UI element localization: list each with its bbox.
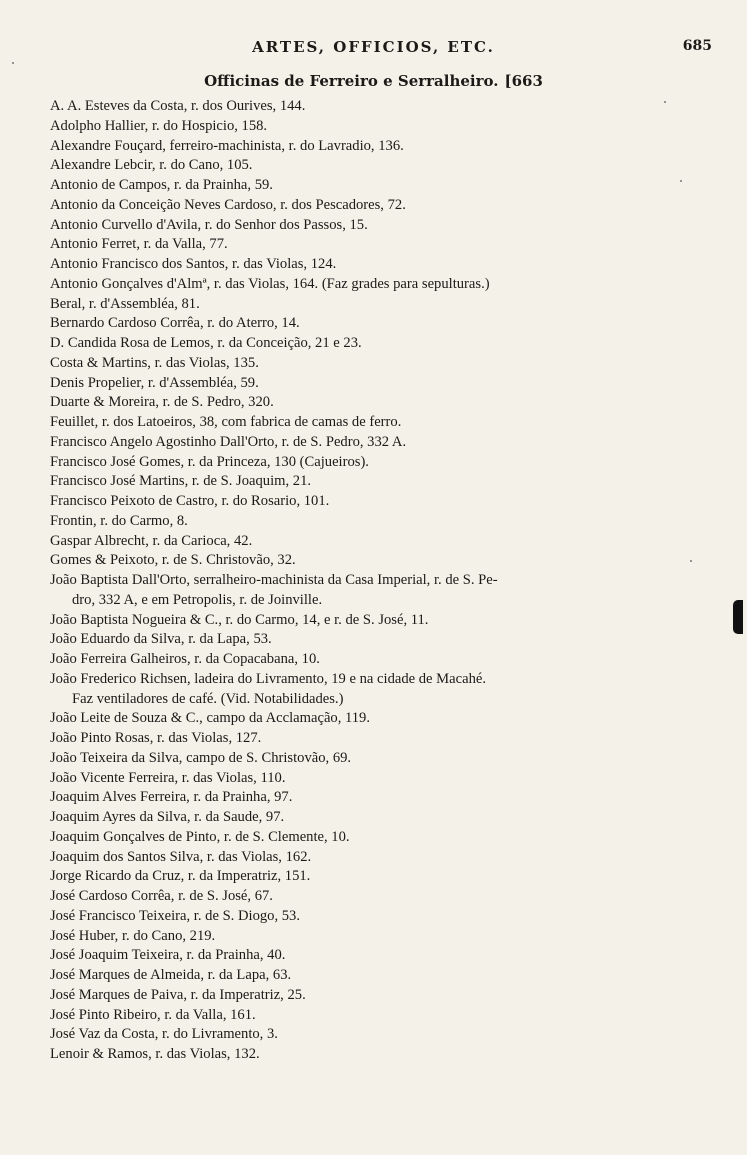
directory-entry	[50, 156, 690, 176]
entry-text: Denis Propelier, r. d'Assembléa, 59.	[50, 374, 259, 391]
directory-entry	[50, 275, 690, 295]
entry-text: Antonio Ferret, r. da Valla, 77.	[50, 236, 228, 253]
directory-entry	[50, 907, 690, 927]
directory-entry	[50, 670, 690, 710]
entry-text: José Huber, r. do Cano, 219.	[50, 927, 216, 944]
directory-entry	[50, 413, 690, 433]
directory-entry	[50, 255, 690, 275]
entry-text: João Eduardo da Silva, r. da Lapa, 53.	[50, 631, 272, 648]
entry-text: Francisco José Martins, r. de S. Joaquim, 21.	[50, 473, 312, 490]
entry-text: Alexandre Fouçard, ferreiro-machinista, r. do Lavradio, 136.	[50, 137, 404, 154]
entry-text: Frontin, r. do Carmo, 8.	[50, 512, 188, 529]
entry-text: José Joaquim Teixeira, r. da Prainha, 40.	[50, 947, 286, 964]
entry-text: José Marques de Almeida, r. da Lapa, 63.	[50, 967, 292, 983]
directory-entry	[50, 453, 690, 473]
directory-entry	[50, 729, 690, 749]
section-title-line	[0, 72, 747, 90]
ink-speck	[690, 560, 692, 562]
entry-text: Francisco Peixoto de Castro, r. do Rosario, 101.	[50, 493, 330, 509]
directory-entry	[50, 97, 690, 117]
entry-text: Adolpho Hallier, r. do Hospicio, 158.	[50, 117, 268, 134]
entry-text: José Marques de Paiva, r. da Imperatriz, 25.	[50, 986, 306, 1003]
directory-entry	[50, 788, 690, 808]
ink-speck	[12, 62, 14, 64]
directory-entry	[50, 176, 690, 196]
directory-entry	[50, 532, 690, 552]
entry-text: A. A. Esteves da Costa, r. dos Ourives, 144.	[50, 98, 306, 114]
directory-entry	[50, 848, 690, 868]
entry-text: Costa & Martins, r. das Violas, 135.	[50, 354, 259, 371]
entry-text: João Pinto Rosas, r. das Violas, 127.	[50, 730, 262, 746]
entry-text: João Teixeira da Silva, campo de S. Christovão, 69.	[50, 749, 352, 766]
entry-continuation: dro, 332 A, e em Petropolis, r. de Joinville.	[72, 591, 323, 608]
entry-text: Feuillet, r. dos Latoeiros, 38, com fabrica de camas de ferro.	[50, 414, 402, 430]
entry-text: Joaquim dos Santos Silva, r. das Violas, 162.	[50, 848, 312, 865]
entry-text: Francisco José Gomes, r. da Princeza, 130 (Cajueiros).	[50, 453, 369, 470]
entry-continuation: Faz ventiladores de café. (Vid. Notabilidades.)	[72, 690, 344, 707]
directory-entry	[50, 709, 690, 729]
entry-text: Gomes & Peixoto, r. de S. Christovão, 32.	[50, 552, 296, 569]
entry-text: Lenoir & Ramos, r. das Violas, 132.	[50, 1046, 260, 1062]
directory-entry	[50, 334, 690, 354]
directory-entry	[50, 1045, 690, 1065]
directory-entry	[50, 769, 690, 789]
directory-entry	[50, 117, 690, 137]
directory-entry	[50, 808, 690, 828]
entry-text: Gaspar Albrecht, r. da Carioca, 42.	[50, 532, 253, 549]
directory-entry	[50, 235, 690, 255]
directory-entry	[50, 749, 690, 769]
entry-text: João Baptista Dall'Orto, serralheiro-machinista da Casa Imperial, r. de S. Pe-	[50, 572, 498, 588]
directory-entry	[50, 393, 690, 413]
directory-entry	[50, 1006, 690, 1026]
entry-text: João Vicente Ferreira, r. das Violas, 110.	[50, 769, 286, 786]
directory-entry	[50, 354, 690, 374]
directory-entry	[50, 1025, 690, 1045]
directory-entry	[50, 630, 690, 650]
directory-entry	[50, 571, 690, 611]
entry-text: José Francisco Teixeira, r. de S. Diogo, 53.	[50, 907, 301, 924]
directory-entry	[50, 650, 690, 670]
entry-text: Joaquim Ayres da Silva, r. da Saude, 97.	[50, 809, 285, 825]
entry-text: Bernardo Cardoso Corrêa, r. do Aterro, 14.	[50, 315, 300, 332]
directory-entry	[50, 295, 690, 315]
directory-entry	[50, 196, 690, 216]
entry-text: Joaquim Gonçalves de Pinto, r. de S. Clemente, 10.	[50, 828, 350, 845]
entry-text: Antonio de Campos, r. da Prainha, 59.	[50, 177, 273, 193]
entry-text: Joaquim Alves Ferreira, r. da Prainha, 97.	[50, 789, 293, 806]
entry-text: Francisco Angelo Agostinho Dall'Orto, r. de S. Pedro, 332 A.	[50, 433, 407, 450]
entry-text: Beral, r. d'Assembléa, 81.	[50, 295, 200, 312]
directory-entry	[50, 611, 690, 631]
directory-entry	[50, 492, 690, 512]
section-title: Officinas de Ferreiro e Serralheiro.	[204, 72, 499, 90]
directory-entry	[50, 966, 690, 986]
entry-text: D. Candida Rosa de Lemos, r. da Conceição, 21 e 23.	[50, 335, 362, 351]
directory-entry	[50, 828, 690, 848]
entry-text: Antonio Francisco dos Santos, r. das Violas, 124.	[50, 256, 337, 272]
entry-text: Jorge Ricardo da Cruz, r. da Imperatriz, 151.	[50, 868, 311, 885]
directory-entry	[50, 137, 690, 157]
directory-entry	[50, 946, 690, 966]
directory-entry	[50, 512, 690, 532]
entry-text: João Ferreira Galheiros, r. da Copacabana, 10.	[50, 651, 320, 667]
page-number: 685	[682, 38, 712, 54]
entry-text: João Leite de Souza & C., campo da Acclamação, 119.	[50, 710, 371, 727]
directory-entry	[50, 867, 690, 887]
entry-text: Alexandre Lebcir, r. do Cano, 105.	[50, 157, 253, 174]
running-title: ARTES, OFFICIOS, ETC.	[252, 38, 495, 56]
page-edge-mark	[733, 600, 743, 634]
entry-text: José Cardoso Corrêa, r. de S. José, 67.	[50, 888, 273, 904]
directory-entry	[50, 927, 690, 947]
directory-entry	[50, 314, 690, 334]
entry-text: Antonio da Conceição Neves Cardoso, r. dos Pescadores, 72.	[50, 196, 406, 213]
directory-entry	[50, 472, 690, 492]
entry-text: José Pinto Ribeiro, r. da Valla, 161.	[50, 1006, 256, 1023]
ink-speck	[664, 101, 666, 103]
section-reference: [663	[504, 72, 543, 90]
directory-entry	[50, 433, 690, 453]
entry-text: Antonio Curvello d'Avila, r. do Senhor dos Passos, 15.	[50, 216, 368, 233]
directory-entry	[50, 216, 690, 236]
directory-entry	[50, 887, 690, 907]
entry-text: Antonio Gonçalves d'Almª, r. das Violas, 164. (Faz grades para sepulturas.)	[50, 275, 490, 292]
directory-list	[50, 97, 690, 1065]
entry-text: João Baptista Nogueira & C., r. do Carmo, 14, e r. de S. José, 11.	[50, 611, 429, 628]
directory-entry	[50, 551, 690, 571]
directory-entry	[50, 374, 690, 394]
directory-entry	[50, 986, 690, 1006]
ink-speck	[680, 180, 682, 182]
entry-text: João Frederico Richsen, ladeira do Livramento, 19 e na cidade de Macahé.	[50, 670, 487, 687]
entry-text: José Vaz da Costa, r. do Livramento, 3.	[50, 1026, 278, 1043]
entry-text: Duarte & Moreira, r. de S. Pedro, 320.	[50, 394, 274, 411]
